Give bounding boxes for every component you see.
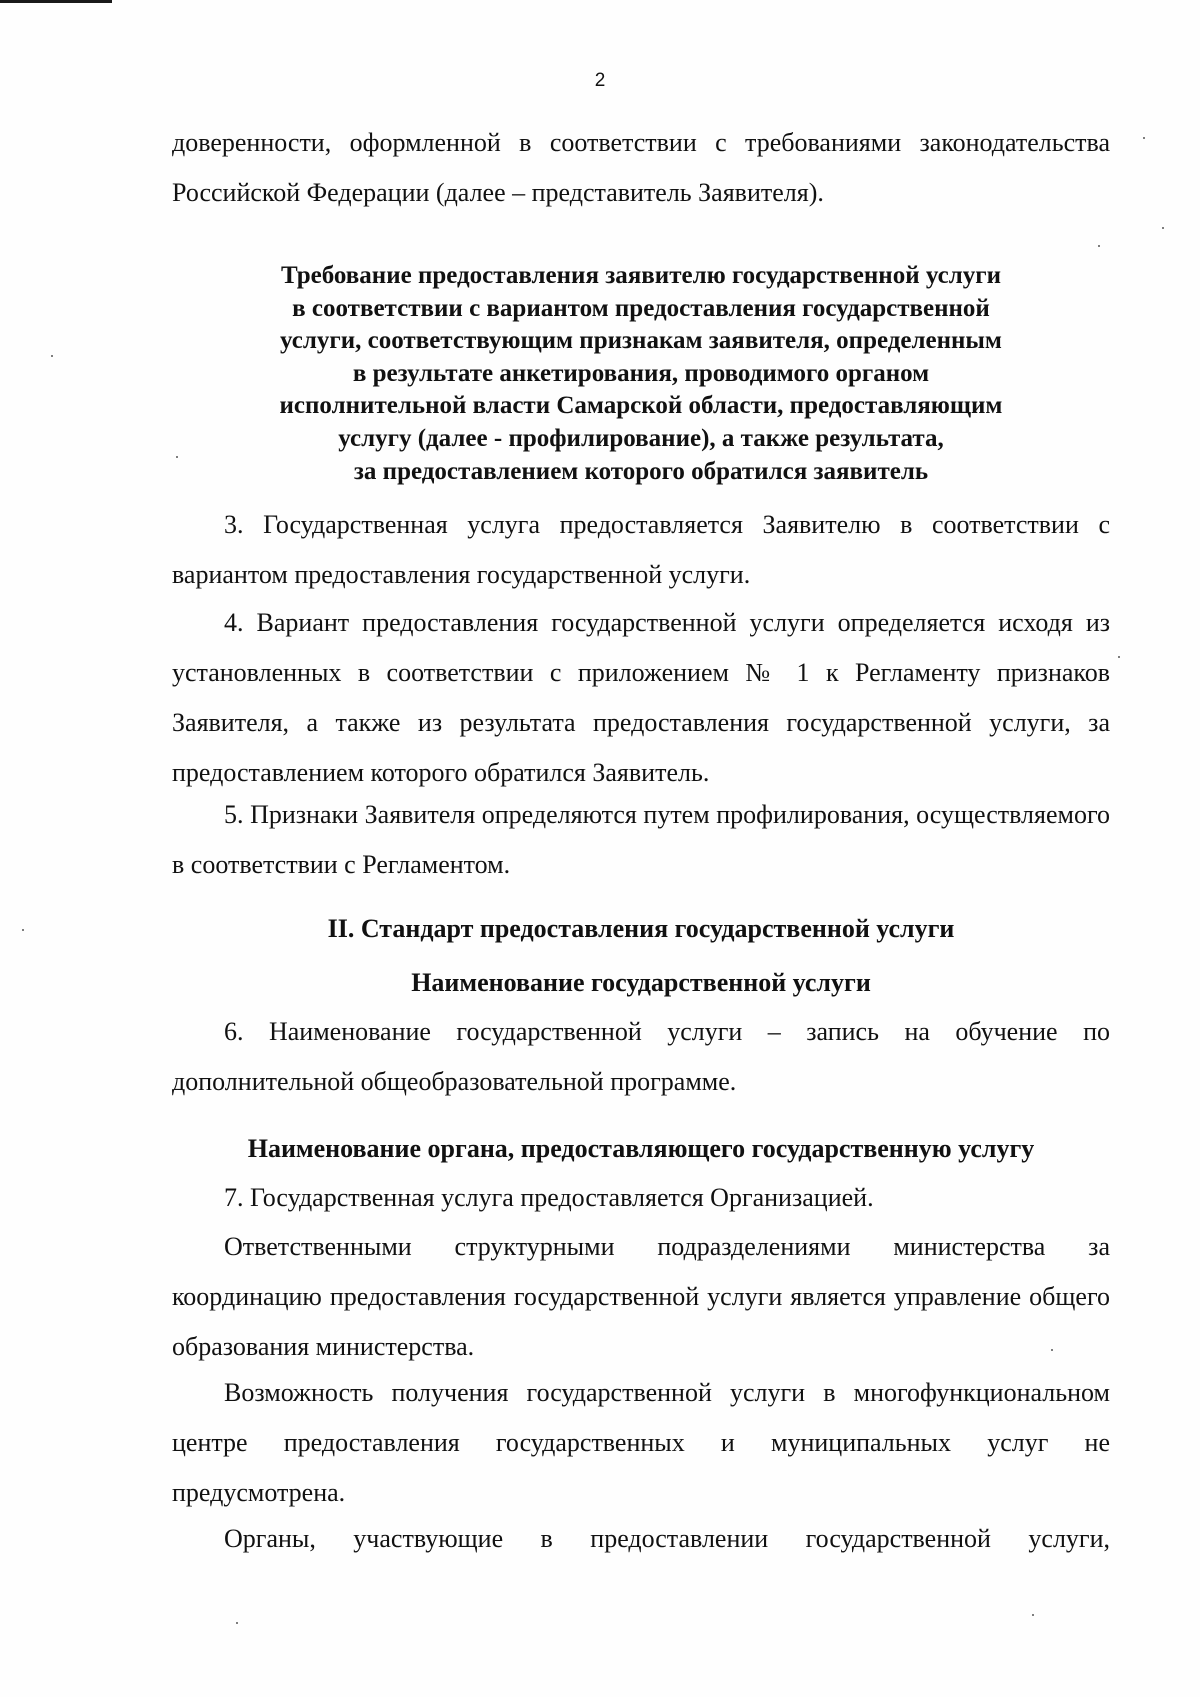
section-heading-line: услугу (далее - профилирование), а также результата, (338, 424, 944, 452)
section-heading-line: исполнительной власти Самарской области, предоставляющим (279, 392, 1003, 420)
page-number: 2 (594, 70, 606, 91)
scan-speck (1118, 656, 1120, 658)
section-heading-line: за предоставлением которого обратился заявитель (353, 457, 929, 485)
responsible-units-paragraph: Ответственными структурными подразделениями министерства за координацию предоставления государственной услуги является управление общего образования министерства. (172, 1232, 1110, 1361)
scan-speck (1098, 245, 1100, 247)
scan-speck (1162, 227, 1164, 229)
scan-speck (1143, 137, 1145, 139)
subheading-authority: Наименование органа, предоставляющего государственную услугу (247, 1134, 1035, 1163)
intro-paragraph: доверенности, оформленной в соответствии с требованиями законодательства Российской Федерации (далее – представитель Заявителя). (172, 128, 1110, 207)
scan-speck (51, 355, 53, 357)
section-heading-line: в результате анкетирования, проводимого органом (352, 359, 930, 387)
section-heading-line: услуги, соответствующим признакам заявителя, определенным (280, 327, 1002, 355)
scan-speck (236, 1622, 238, 1624)
scan-speck (22, 929, 24, 931)
section-heading-line: Требование предоставления заявителю государственной услуги (281, 262, 1001, 289)
subheading-service-name: Наименование государственной услуги (411, 968, 871, 997)
scan-speck (1051, 1349, 1053, 1351)
item-4-paragraph: 4. Вариант предоставления государственной услуги определяется исходя из установленных в соответствии с приложением № 1 к Регламенту признаков Заявителя, а также из результата предоставления государственной услуги, за предоставлением которого обратился Заявитель. (172, 608, 1110, 787)
section-heading-line: в соответствии с вариантом предоставления государственной (292, 294, 990, 322)
section-heading (172, 260, 1110, 488)
item-6-paragraph: 6. Наименование государственной услуги – запись на обучение по дополнительной общеобразовательной программе. (172, 1017, 1110, 1096)
scan-speck (1032, 1614, 1034, 1616)
chapter-heading: II. Стандарт предоставления государственной услуги (327, 914, 955, 943)
item-5-paragraph: 5. Признаки Заявителя определяются путем профилирования, осуществляемого в соответствии с Регламентом. (172, 800, 1110, 879)
scan-speck (176, 456, 178, 458)
item-3-paragraph: 3. Государственная услуга предоставляется Заявителю в соответствии с вариантом предоставления государственной услуги. (172, 510, 1110, 589)
item-7-paragraph: 7. Государственная услуга предоставляется Организацией. (224, 1183, 874, 1212)
scan-edge-mark (0, 0, 112, 3)
participants-paragraph: Органы, участвующие в предоставлении государственной услуги, (224, 1524, 1110, 1553)
mfc-paragraph: Возможность получения государственной услуги в многофункциональном центре предоставления государственных и муниципальных услуг не предусмотрена. (172, 1378, 1110, 1507)
